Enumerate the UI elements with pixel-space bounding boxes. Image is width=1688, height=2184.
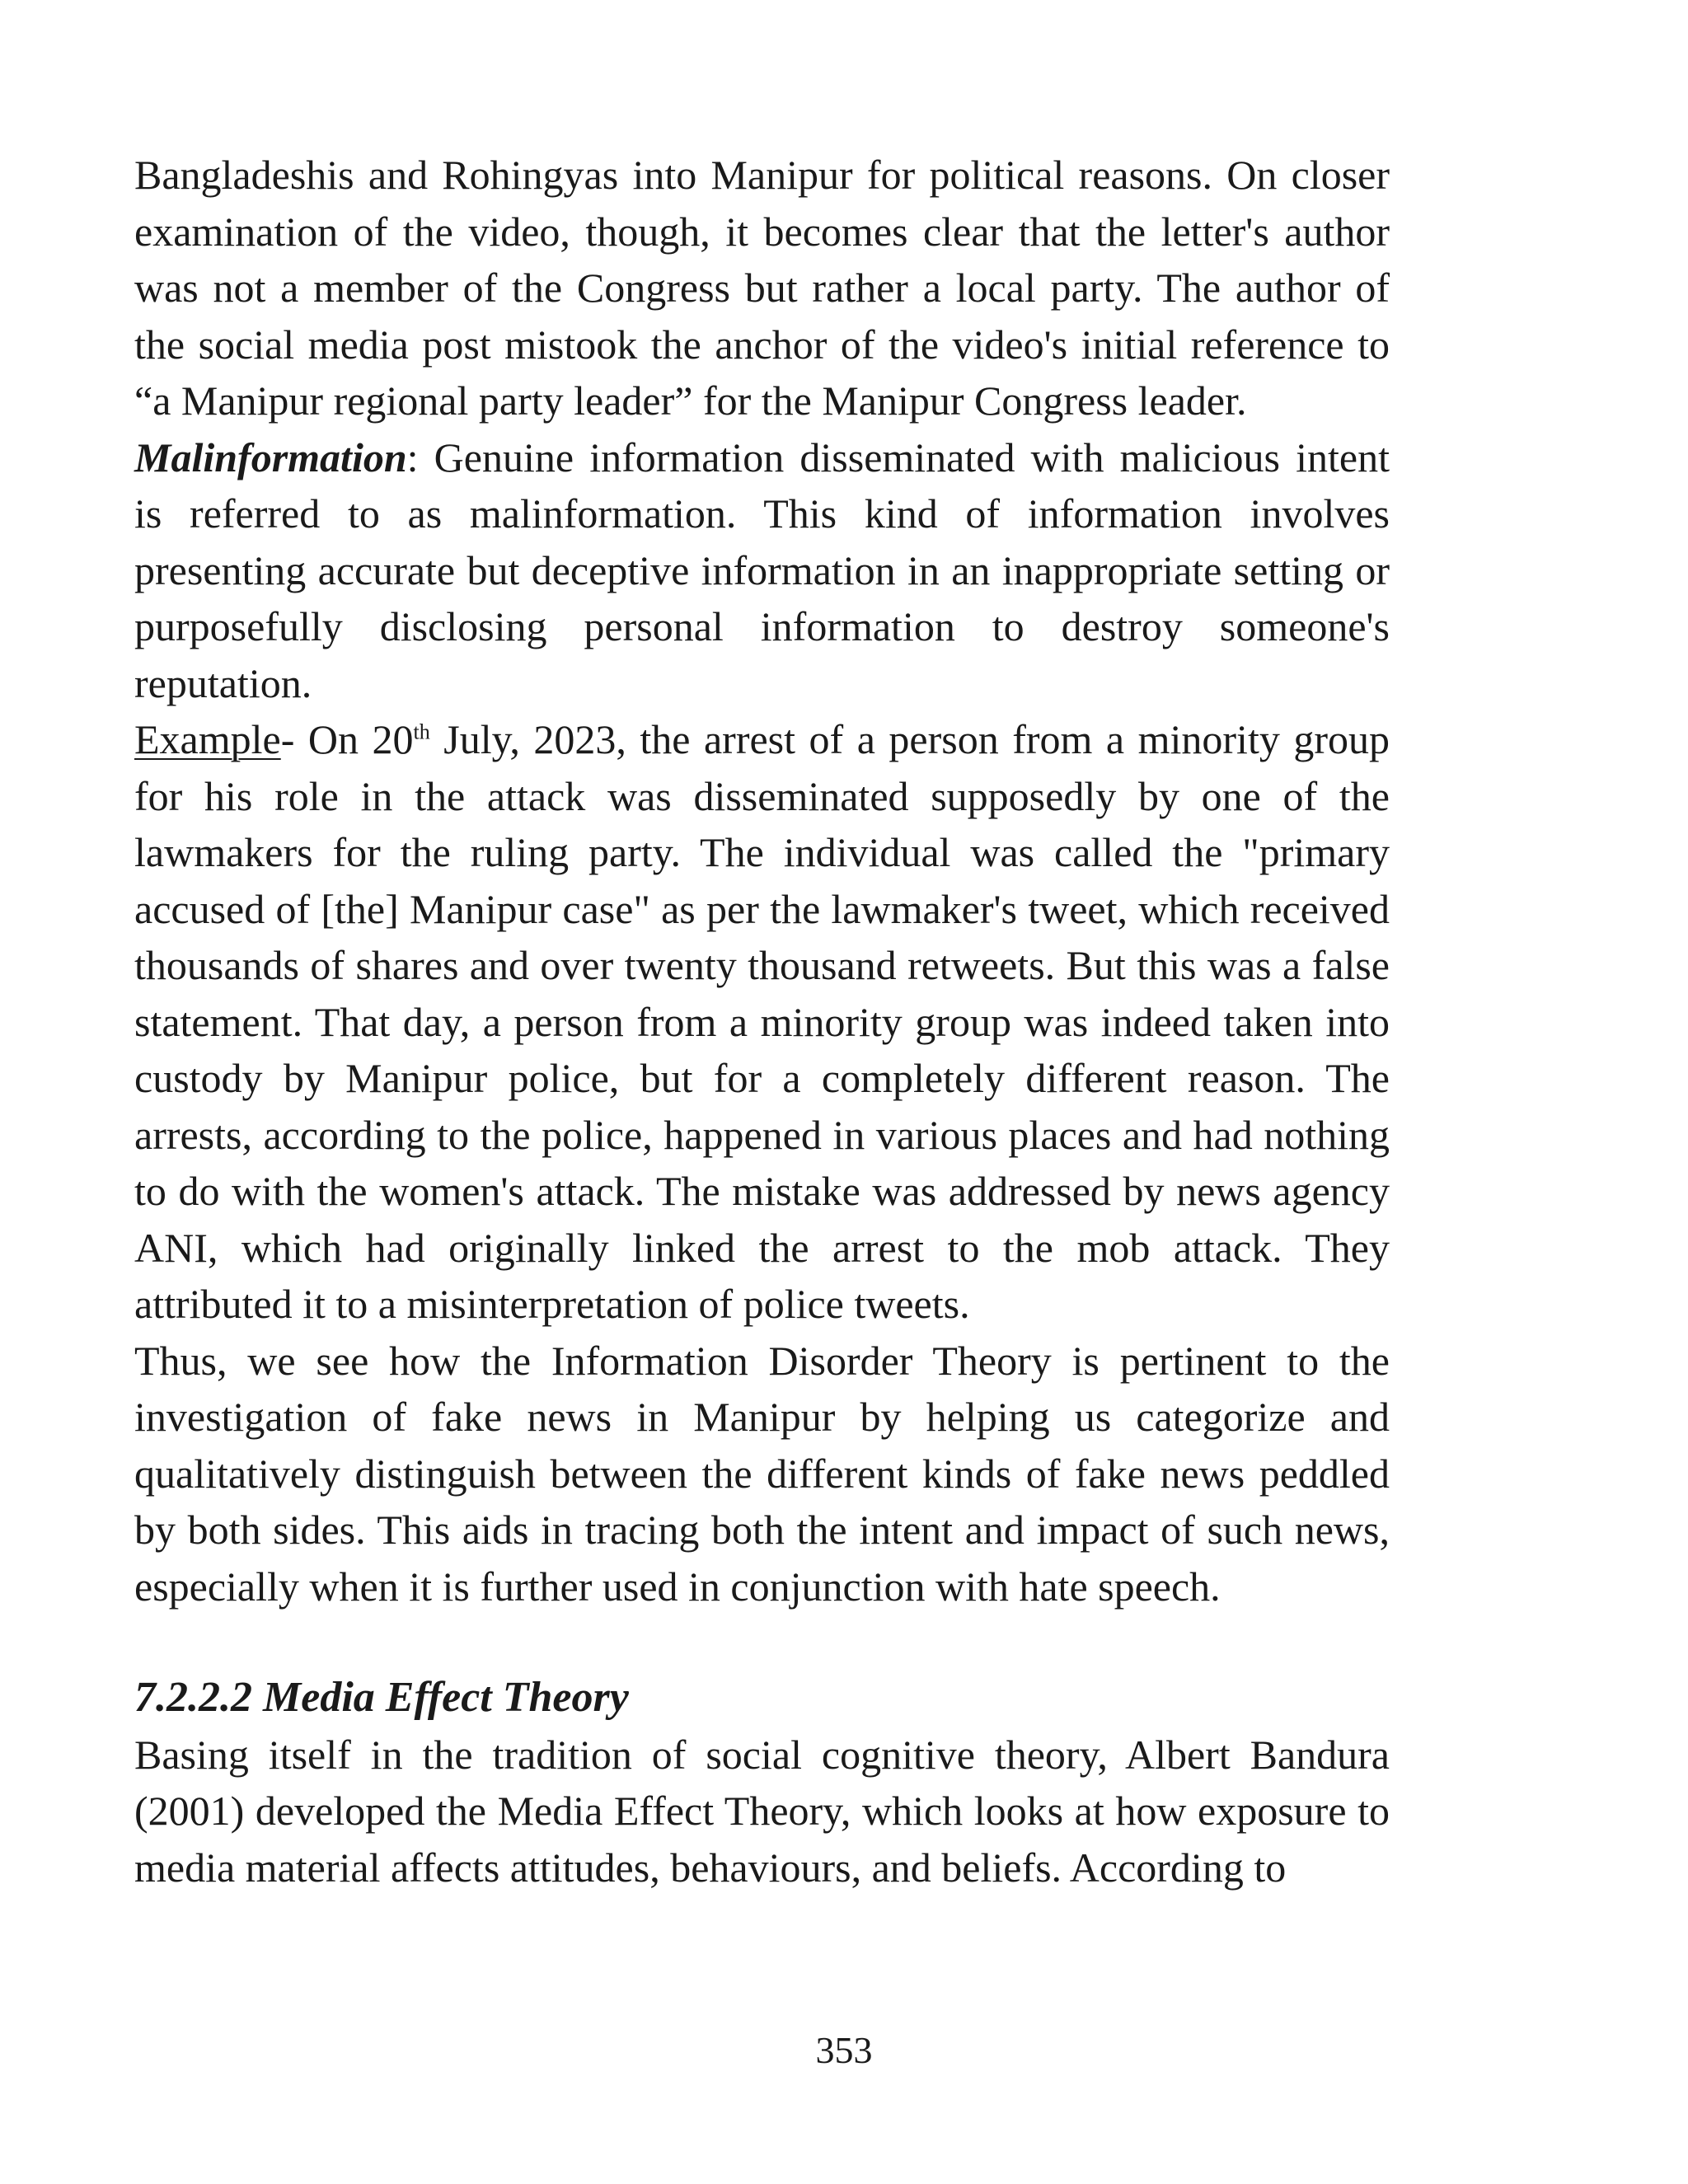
example-label: Example — [134, 716, 281, 762]
paragraph-example — [134, 711, 1390, 1333]
section-heading: 7.2.2.2 Media Effect Theory — [134, 1674, 629, 1721]
ordinal-suffix: th — [413, 719, 430, 744]
term-malinformation: Malinformation — [134, 434, 407, 480]
example-text: July, 2023, the arrest of a person from a minority group for his role in the attack was disseminated supposedly by one of the lawmakers for the ruling party. The individual was called the "primary accused of [the] Manipur case" as per the lawmaker's tweet, which received thousands of shares and over twenty thousand retweets. But this was a false statement. That day, a person from a minority group was indeed taken into custody by Manipur police, but for a completely different reason. The arrests, according to the police, happened in various places and had nothing to do with the women's attack. The mistake was addressed by news agency ANI, which had originally linked the arrest to the mob attack. They attributed it to a misinterpretation of police tweets. — [134, 716, 1390, 1327]
term-separator: : — [406, 434, 419, 480]
page-body — [134, 147, 1390, 1896]
page-number: 353 — [815, 2029, 873, 2071]
paragraph-intro: Bangladeshis and Rohingyas into Manipur for political reasons. On closer examination of the video, though, it becomes clear that the letter's author was not a member of the Congress but rather a local party. The author of the social media post mistook the anchor of the video's initial reference to “a Manipur regional party leader” for the Manipur Congress leader. — [134, 152, 1390, 424]
malinformation-definition: Genuine information disseminated with malicious intent is referred to as malinformation. This kind of information involves presenting accurate but deceptive information in an inappropriate setting or purposefully disclosing personal information to destroy someone's reputation. — [134, 434, 1390, 706]
paragraph-malinformation — [134, 429, 1390, 712]
example-lead: - On 20 — [280, 716, 414, 762]
paragraph-conclusion: Thus, we see how the Information Disorder Theory is pertinent to the investigation of fake news in Manipur by helping us categorize and qualitatively distinguish between the different kinds of fake news peddled by both sides. This aids in tracing both the intent and impact of such news, especially when it is further used in conjunction with hate speech. — [134, 1337, 1390, 1610]
paragraph-media-effect: Basing itself in the tradition of social cognitive theory, Albert Bandura (2001) developed the Media Effect Theory, which looks at how exposure to media material affects attitudes, behaviours, and beliefs. According to — [134, 1731, 1390, 1891]
